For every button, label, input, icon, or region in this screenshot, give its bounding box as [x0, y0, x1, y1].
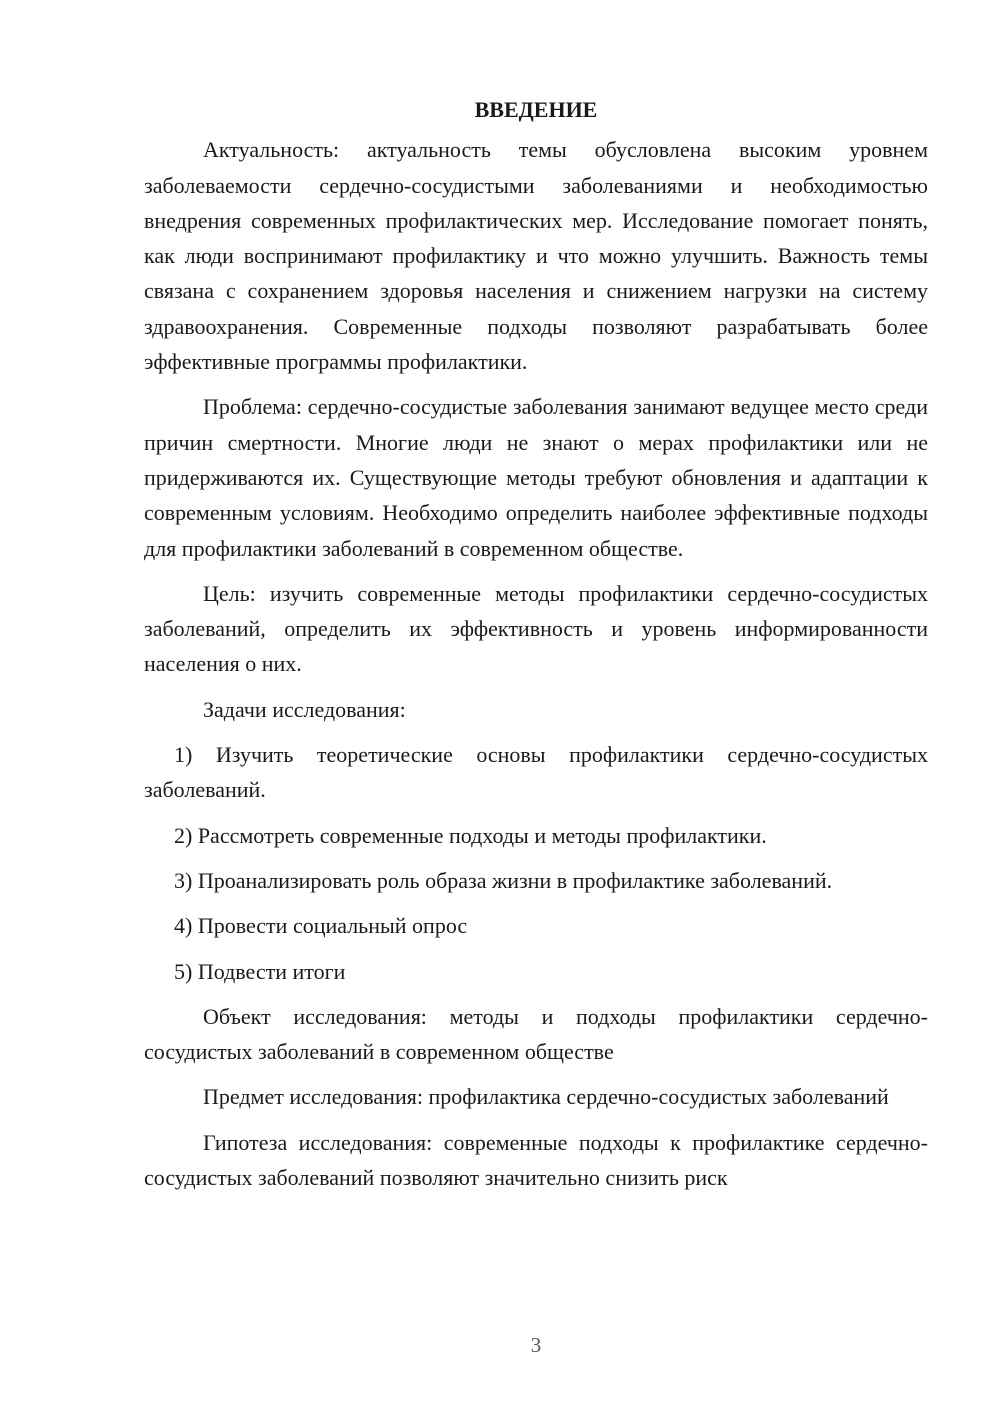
paragraph-relevance: Актуальность: актуальность темы обусловлена высоким уровнем заболеваемости сердечно-сосудистыми заболеваниями и необходимостью внедрения современных профилактических мер. Исследование помогает понять, как люди воспринимают профилактику и что можно улучшить. Важность темы связана с сохранением здоровья населения и снижением нагрузки на систему здравоохранения. Современные подходы позволяют разрабатывать более эффективные программы профилактики. — [144, 137, 928, 375]
paragraph-problem: Проблема: сердечно-сосудистые заболевания занимают ведущее место среди причин смертности. Многие люди не знают о мерах профилактики или не придерживаются их. Существующие методы требуют обновления и адаптации к современным условиям. Необходимо определить наиболее эффективные подходы для профилактики заболеваний в современном обществе. — [144, 394, 928, 561]
paragraph-hypothesis: Гипотеза исследования: современные подходы к профилактике сердечно-сосудистых заболеваний позволяют значительно снизить риск — [144, 1129, 928, 1191]
task-item-4: 4) Провести социальный опрос — [174, 913, 468, 939]
paragraph-object: Объект исследования: методы и подходы профилактики сердечно-сосудистых заболеваний в современном обществе — [144, 1003, 928, 1065]
task-item-3: 3) Проанализировать роль образа жизни в профилактике заболеваний. — [174, 867, 833, 893]
document-body — [144, 92, 928, 1205]
task-item-2: 2) Рассмотреть современные подходы и методы профилактики. — [174, 822, 767, 848]
task-item-5: 5) Подвести итоги — [174, 958, 346, 984]
page-number: 3 — [530, 1333, 542, 1357]
paragraph-tasks-heading: Задачи исследования: — [203, 696, 406, 722]
section-title: ВВЕДЕНИЕ — [474, 97, 598, 122]
paragraph-subject: Предмет исследования: профилактика сердечно-сосудистых заболеваний — [203, 1084, 889, 1110]
paragraph-goal: Цель: изучить современные методы профилактики сердечно-сосудистых заболеваний, определить их эффективность и уровень информированности населения о них. — [144, 580, 928, 677]
task-item-1: 1) Изучить теоретические основы профилактики сердечно-сосудистых заболеваний. — [144, 742, 928, 803]
